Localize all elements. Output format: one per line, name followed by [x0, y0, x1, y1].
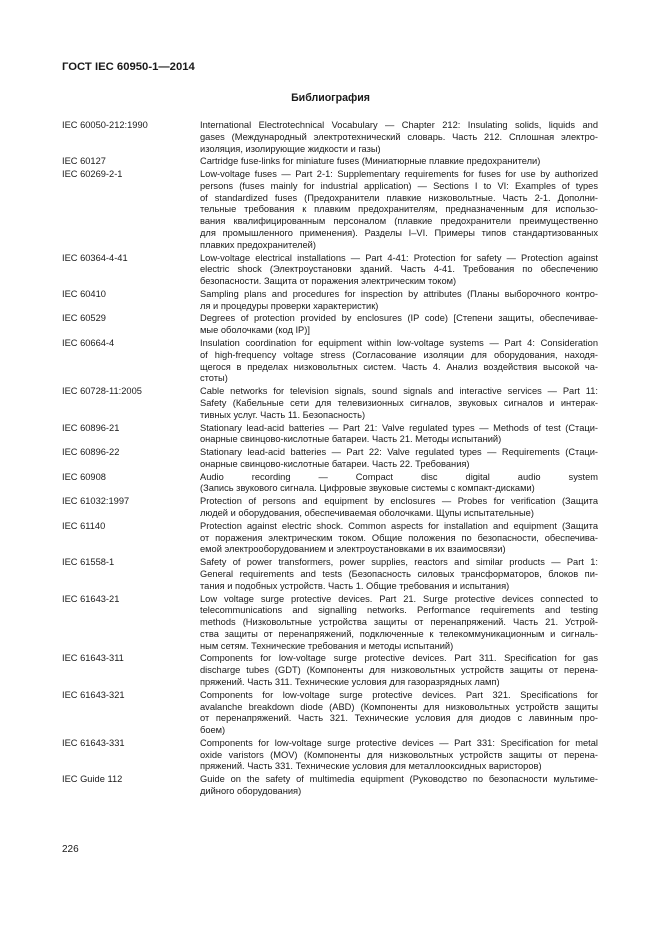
- standard-code: IEC 60410: [62, 288, 106, 299]
- standard-title: [200, 423, 598, 447]
- bibliography-entry: [62, 690, 598, 737]
- title-line: ным сетям. Технические требования и методы испытаний): [200, 640, 454, 651]
- standard-title: [200, 496, 598, 520]
- standard-title: [200, 120, 598, 155]
- bibliography-entry: [62, 521, 598, 556]
- title-line: тельные требования к плавким предохранителям, предназначенным для использо-: [200, 204, 598, 215]
- title-line: (Запись звукового сигнала. Цифровые звуковые системы с компакт-дисками): [200, 483, 535, 494]
- standard-title: [200, 313, 598, 337]
- title-line: Cable networks for television signals, sound signals and interactive services — Part 11:: [200, 386, 598, 397]
- standard-title: [200, 156, 598, 168]
- title-line: безопасности. Защита от поражения электрическим током): [200, 276, 457, 287]
- title-line: Audio recording — Compact disc digital audio system: [200, 471, 598, 482]
- section-title: Библиография: [291, 92, 370, 104]
- title-line: methods (Низковольтные устройства защиты от перенапряжений. Часть 21. Устрой-: [200, 617, 598, 628]
- title-line: Protection against electric shock. Common aspects for installation and equipment (Защита: [200, 520, 598, 531]
- bibliography-entry: [62, 120, 598, 155]
- standard-code: IEC 61643-321: [62, 689, 125, 700]
- title-line: avalanche breakdown diode (ABD) (Компоненты для низковольтных устройств защиты: [200, 701, 598, 712]
- bibliography-entry: [62, 496, 598, 520]
- standard-title: [200, 738, 598, 773]
- title-line: Low-voltage electrical installations — Part 4-41: Protection for safety — Protection against: [200, 252, 598, 263]
- bibliography-entry: [62, 289, 598, 313]
- bibliography-entry: [62, 472, 598, 496]
- standard-code: IEC Guide 112: [62, 774, 123, 785]
- title-line: Cartridge fuse-links for miniature fuses (Миниатюрные плавкие предохранители): [200, 156, 541, 167]
- bibliography-entry: [62, 313, 598, 337]
- title-line: тивных услуг. Часть 11. Безопасность): [200, 409, 366, 420]
- bibliography-entry: [62, 338, 598, 385]
- standard-title: [200, 447, 598, 471]
- title-line: of standardized fuses (Предохранители плавкие низковольтные. Часть 2-1. Дополни-: [200, 192, 598, 203]
- standard-code: IEC 60728-11:2005: [62, 386, 142, 397]
- standard-title: [200, 774, 598, 798]
- standard-code: IEC 60269-2-1: [62, 169, 123, 180]
- title-line: онарные свинцово-кислотные батареи. Часть 22. Требования): [200, 458, 470, 469]
- standard-code: IEC 60896-21: [62, 422, 120, 433]
- title-line: тания и подобных устройств. Часть 1. Общие требования и испытания): [200, 580, 510, 591]
- title-line: gases (Международный электротехнический словарь. Часть 212. Сплошная электро-: [200, 131, 598, 142]
- title-line: Low-voltage fuses — Part 2-1: Supplementary requirements for fuses for use by authorized: [200, 169, 598, 180]
- title-line: persons (fuses mainly for industrial application) — Sections I to VI: Examples of types: [200, 180, 598, 191]
- title-line: пряжений. Часть 311. Технические условия для газоразрядных ламп): [200, 676, 500, 687]
- title-line: емой электрооборудованием и электроустановками в их взаимосвязи): [200, 544, 506, 555]
- standard-code: IEC 60364-4-41: [62, 252, 128, 263]
- title-line: боем): [200, 725, 226, 735]
- standard-title: [200, 289, 598, 313]
- title-line: для промышленного применения). Разделы I–VI. Примеры типов стандартизованных: [200, 227, 598, 238]
- bibliography-entry: [62, 774, 598, 798]
- title-line: ства защиты от перенапряжений, подключенные к телекоммуникационным и сигналь-: [200, 628, 598, 639]
- bibliography-entry: [62, 594, 598, 653]
- bibliography-entry: [62, 156, 598, 168]
- title-line: дийного оборудования): [200, 785, 302, 796]
- standard-title: [200, 472, 598, 496]
- title-line: Components for low-voltage surge protective devices — Part 331: Specification for metal: [200, 737, 598, 748]
- standard-code: IEC 60896-22: [62, 447, 120, 458]
- bibliography-entry: [62, 738, 598, 773]
- title-line: of high-frequency voltage stress (Согласование изоляции для оборудования, находя-: [200, 349, 598, 360]
- bibliography-entry: [62, 653, 598, 688]
- bibliography-entry: [62, 386, 598, 421]
- title-line: Guide on the safety of multimedia equipment (Руководство по безопасности мультиме-: [200, 774, 598, 785]
- title-line: Insulation coordination for equipment within low-voltage systems — Part 4: Consideration: [200, 338, 598, 349]
- standard-title: [200, 557, 598, 592]
- title-line: International Electrotechnical Vocabulary — Chapter 212: Insulating solids, liquids and: [200, 120, 598, 130]
- title-line: пряжений. Часть 331. Технические условия для металлооксидных варисторов): [200, 761, 542, 772]
- standard-code: IEC 60127: [62, 156, 106, 167]
- standard-code: IEC 61032:1997: [62, 496, 130, 507]
- standard-code: IEC 61643-311: [62, 653, 124, 664]
- title-line: Degrees of protection provided by enclosures (IP code) [Степени защиты, обеспечивае-: [200, 313, 598, 324]
- title-line: вания квалифицированным персоналом (плавкие предохранители преимущественно: [200, 216, 598, 227]
- title-line: щегося в пределах низковольтных систем. Часть 4. Анализ воздействия высокой ча-: [200, 361, 598, 372]
- standard-title: [200, 690, 598, 737]
- title-line: Components for low-voltage surge protective devices. Part 321. Specifications for: [200, 689, 598, 700]
- standard-title: [200, 386, 598, 421]
- standard-title: [200, 594, 598, 653]
- document-header: ГОСТ IEC 60950-1—2014: [62, 61, 195, 73]
- standard-title: [200, 521, 598, 556]
- title-line: Safety of power transformers, power supplies, reactors and similar products — Part 1:: [200, 557, 598, 568]
- standard-code: IEC 60050-212:1990: [62, 120, 148, 130]
- standard-code: IEC 60664-4: [62, 338, 115, 349]
- bibliography-entry: [62, 169, 598, 251]
- standard-code: IEC 60529: [62, 313, 106, 324]
- title-line: онарные свинцово-кислотные батареи. Часть 21. Методы испытаний): [200, 434, 502, 445]
- title-line: Components for low-voltage surge protective devices. Part 311. Specification for gas: [200, 653, 598, 664]
- title-line: oxide varistors (MOV) (Компоненты для низковольтных устройств защиты от перена-: [200, 749, 598, 760]
- title-line: Stationary lead-acid batteries — Part 21: Valve regulated types — Methods of test (Стаци-: [200, 422, 598, 433]
- title-line: General requirements and tests (Безопасность силовых трансформаторов, блоков пи-: [200, 568, 598, 579]
- bibliography-entry: [62, 423, 598, 447]
- standard-code: IEC 60908: [62, 471, 106, 482]
- title-line: плавких предохранителей): [200, 239, 316, 250]
- title-line: discharge tubes (GDT) (Компоненты для низковольтных устройств защиты от перена-: [200, 665, 598, 676]
- title-line: ля и процедуры проверки характеристик): [200, 300, 379, 311]
- title-line: от перенапряжений. Часть 321. Технические условия для диодов с лавинным про-: [200, 713, 598, 724]
- bibliography-entry: [62, 557, 598, 592]
- page-number: 226: [62, 844, 79, 855]
- standard-code: IEC 61140: [62, 520, 106, 531]
- title-line: electric shock (Электроустановки зданий. Часть 4-41. Требования по обеспечению: [200, 264, 598, 275]
- title-line: от поражения электрическим током. Общие положения по безопасности, обеспечива-: [200, 532, 598, 543]
- standard-code: IEC 61643-21: [62, 593, 120, 604]
- standard-title: [200, 169, 598, 251]
- title-line: людей и оборудования, обеспечиваемая оболочками. Щупы испытательные): [200, 508, 534, 519]
- standard-code: IEC 61558-1: [62, 557, 115, 568]
- title-line: стоты): [200, 373, 228, 384]
- bibliography-list: [62, 120, 598, 799]
- standard-title: [200, 653, 598, 688]
- bibliography-entry: [62, 253, 598, 288]
- title-line: telecommunications and signalling networks. Performance requirements and testing: [200, 605, 598, 616]
- bibliography-entry: [62, 447, 598, 471]
- standard-title: [200, 338, 598, 385]
- title-line: Protection of persons and equipment by enclosures — Probes for verification (Защита: [200, 496, 598, 507]
- title-line: Low voltage surge protective devices. Part 21. Surge protective devices connected to: [200, 593, 598, 604]
- title-line: Safety (Кабельные сети для телевизионных сигналов, звуковых сигналов и интерак-: [200, 397, 598, 408]
- title-line: изоляция, изолирующие жидкости и газы): [200, 143, 381, 154]
- title-line: мые оболочками (код IP)]: [200, 325, 310, 336]
- title-line: Stationary lead-acid batteries — Part 22: Valve regulated types — Requirements (Стаци-: [200, 447, 598, 458]
- title-line: Sampling plans and procedures for inspection by attributes (Планы выборочного контро-: [200, 288, 598, 299]
- standard-title: [200, 253, 598, 288]
- standard-code: IEC 61643-331: [62, 737, 125, 748]
